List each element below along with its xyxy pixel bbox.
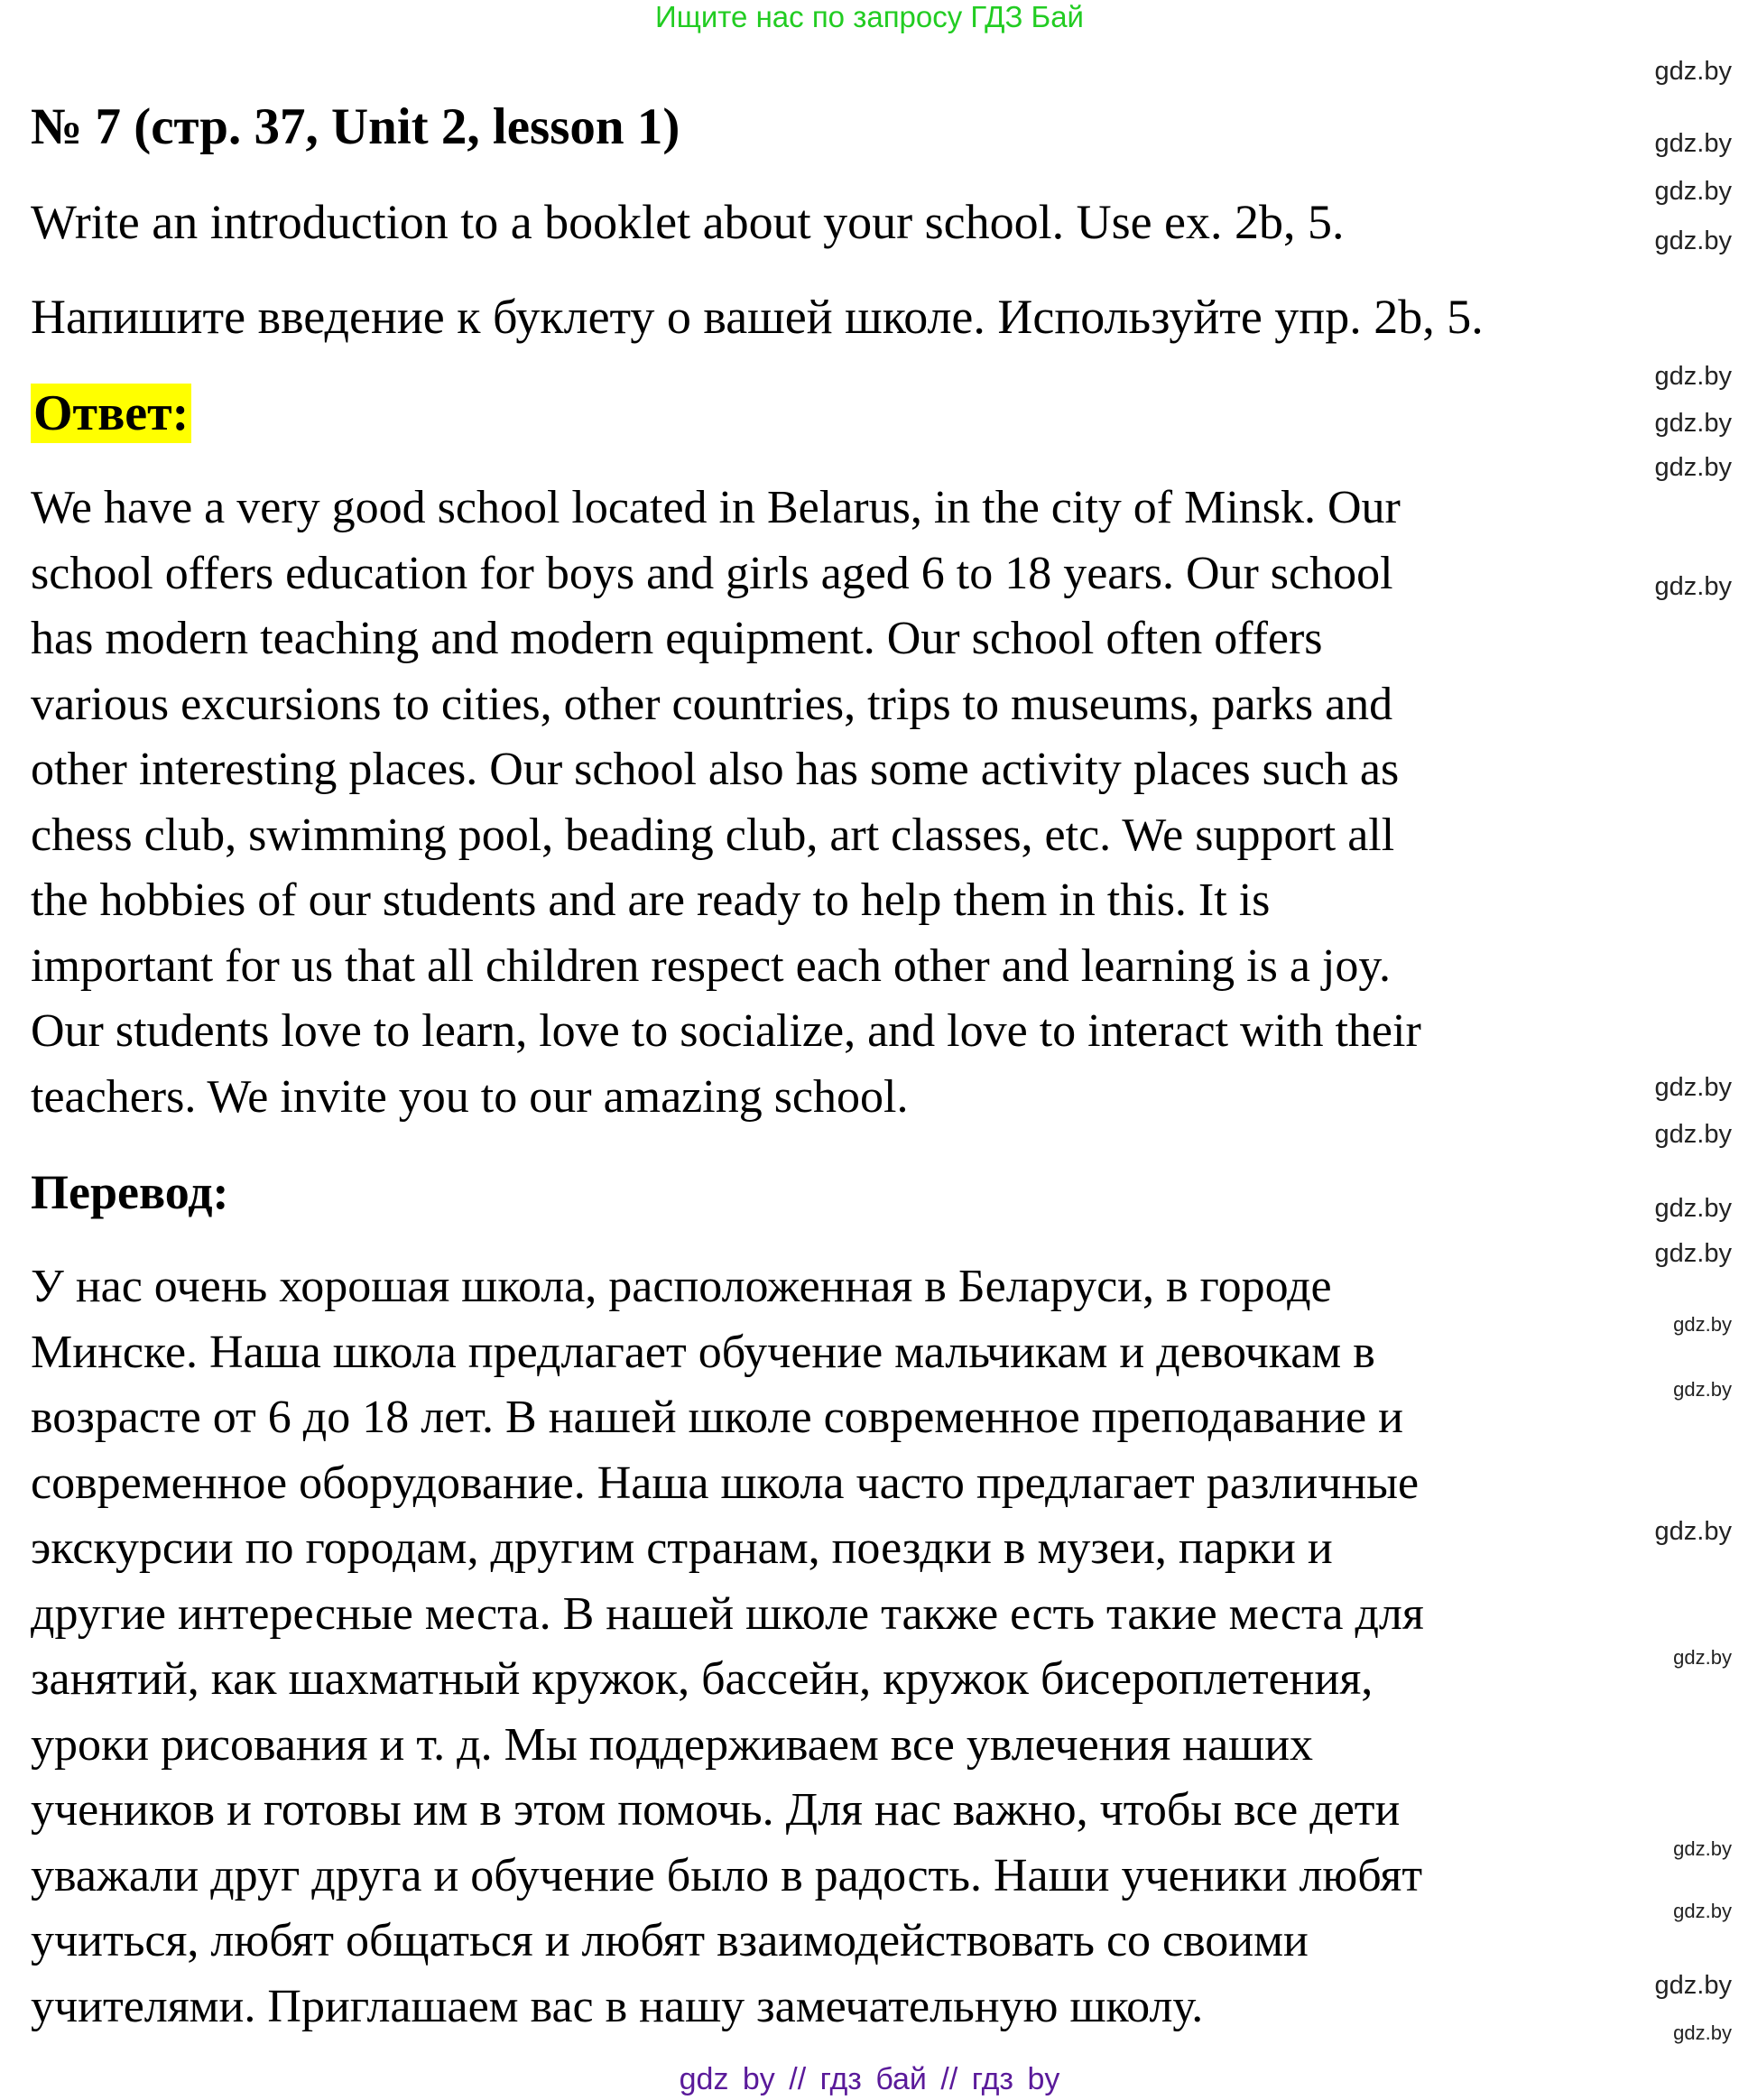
watermark: gdz.by [1654, 1517, 1732, 1546]
answer-line: school offers education for boys and girls aged 6 to 18 years. Our school [31, 547, 1393, 599]
watermark: gdz.by [1673, 1900, 1732, 1922]
watermark: gdz.by [1654, 409, 1732, 438]
translation-line: учиться, любят общаться и любят взаимодействовать со своими [31, 1915, 1309, 1966]
search-banner: Ищите нас по запросу ГДЗ Бай [655, 0, 1084, 33]
watermark: gdz.by [1654, 362, 1732, 391]
translation-line: учеников и готовы им в этом помочь. Для нас важно, чтобы все дети [31, 1784, 1401, 1836]
watermark: gdz.by [1654, 572, 1732, 601]
watermark: gdz.by [1654, 227, 1732, 255]
translation-line: Минске. Наша школа предлагает обучение мальчикам и девочкам в [31, 1326, 1375, 1378]
watermark: gdz.by [1654, 1073, 1732, 1102]
watermark: gdz.by [1673, 1837, 1732, 1860]
watermark: gdz.by [1654, 177, 1732, 206]
answer-line: important for us that all children respect each other and learning is a joy. [31, 939, 1391, 992]
watermark: gdz.by [1654, 1120, 1732, 1149]
translation-label: Перевод: [31, 1165, 229, 1219]
watermark: gdz.by [1654, 57, 1732, 86]
answer-line: chess club, swimming pool, beading club, art classes, etc. We support all [31, 809, 1395, 861]
watermark: gdz.by [1673, 1646, 1732, 1669]
answer-line: has modern teaching and modern equipment. Our school often offers [31, 613, 1323, 664]
task-prompt-english: Write an introduction to a booklet about your school. Use ex. 2b, 5. [31, 195, 1345, 249]
exercise-title: № 7 (стр. 37, Unit 2, lesson 1) [31, 98, 680, 155]
watermark: gdz.by [1654, 1239, 1732, 1268]
translation-line: современное оборудование. Наша школа часто предлагает различные [31, 1457, 1420, 1509]
task-prompt-russian: Напишите введение к буклету о вашей школе. Используйте упр. 2b, 5. [31, 290, 1484, 344]
answer-line: Our students love to learn, love to socialize, and love to interact with their [31, 1005, 1421, 1057]
answer-line: the hobbies of our students and are ready to help them in this. It is [31, 874, 1271, 926]
translation-line: экскурсии по городам, другим странам, поездки в музеи, парки и [31, 1522, 1333, 1574]
watermark: gdz.by [1673, 2021, 1732, 2044]
answer-line: other interesting places. Our school also has some activity places such as [31, 744, 1400, 795]
answer-line: teachers. We invite you to our amazing school. [31, 1070, 909, 1123]
answer-line: various excursions to cities, other countries, trips to museums, parks and [31, 678, 1393, 730]
footer-links[interactable]: gdz by // гдз бай // гдз by [679, 2062, 1060, 2096]
translation-line: занятий, как шахматный кружок, бассейн, кружок бисероплетения, [31, 1653, 1374, 1705]
watermark: gdz.by [1673, 1313, 1732, 1336]
watermark: gdz.by [1654, 1194, 1732, 1223]
answer-label: Ответ: [31, 384, 191, 443]
translation-line: уважали друг друга и обучение было в радость. Наши ученики любят [31, 1849, 1423, 1901]
answer-line: We have a very good school located in Belarus, in the city of Minsk. Our [31, 482, 1401, 533]
translation-line: учителями. Приглашаем вас в нашу замечательную школу. [31, 1980, 1204, 2032]
watermark: gdz.by [1654, 129, 1732, 158]
translation-line: уроки рисования и т. д. Мы поддерживаем все увлечения наших [31, 1718, 1314, 1771]
translation-line: У нас очень хорошая школа, расположенная в Беларуси, в городе [31, 1261, 1332, 1312]
translation-line: возрасте от 6 до 18 лет. В нашей школе современное преподавание и [31, 1392, 1403, 1443]
watermark: gdz.by [1673, 1378, 1732, 1401]
translation-line: другие интересные места. В нашей школе также есть такие места для [31, 1587, 1424, 1640]
watermark: gdz.by [1654, 1971, 1732, 2000]
watermark: gdz.by [1654, 453, 1732, 482]
